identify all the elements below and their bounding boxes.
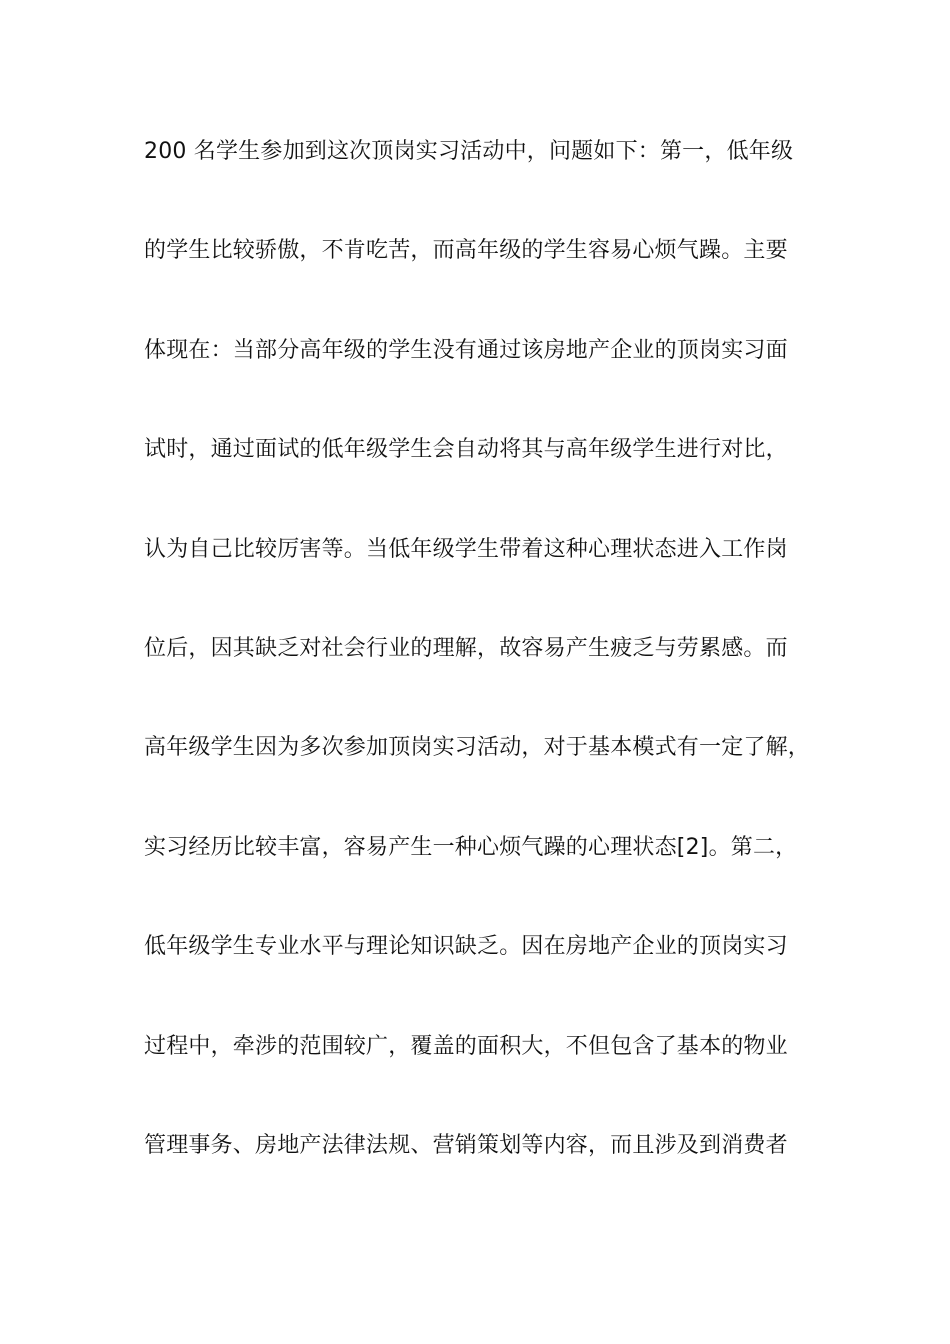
- text-line: 高年级学生因为多次参加顶岗实习活动，对于基本模式有一定了解，: [144, 735, 811, 761]
- text-line: 体现在：当部分高年级的学生没有通过该房地产企业的顶岗实习面: [144, 337, 788, 363]
- body-text: [144, 132, 834, 1225]
- text-line: 的学生比较骄傲，不肯吃苦，而高年级的学生容易心烦气躁。主要: [144, 238, 788, 264]
- text-line: 过程中，牵涉的范围较广，覆盖的面积大，不但包含了基本的物业: [144, 1033, 788, 1059]
- text-line: 低年级学生专业水平与理论知识缺乏。因在房地产企业的顶岗实习: [144, 934, 788, 960]
- text-line: 实习经历比较丰富，容易产生一种心烦气躁的心理状态[2]。第二，: [144, 834, 798, 860]
- text-line: 试时，通过面试的低年级学生会自动将其与高年级学生进行对比，: [144, 437, 788, 463]
- text-line: 200 名学生参加到这次顶岗实习活动中，问题如下：第一，低年级: [144, 139, 794, 164]
- text-line: 管理事务、房地产法律法规、营销策划等内容，而且涉及到消费者: [144, 1132, 788, 1158]
- text-line: 位后，因其缺乏对社会行业的理解，故容易产生疲乏与劳累感。而: [144, 635, 788, 661]
- text-line: 认为自己比较厉害等。当低年级学生带着这种心理状态进入工作岗: [144, 536, 788, 562]
